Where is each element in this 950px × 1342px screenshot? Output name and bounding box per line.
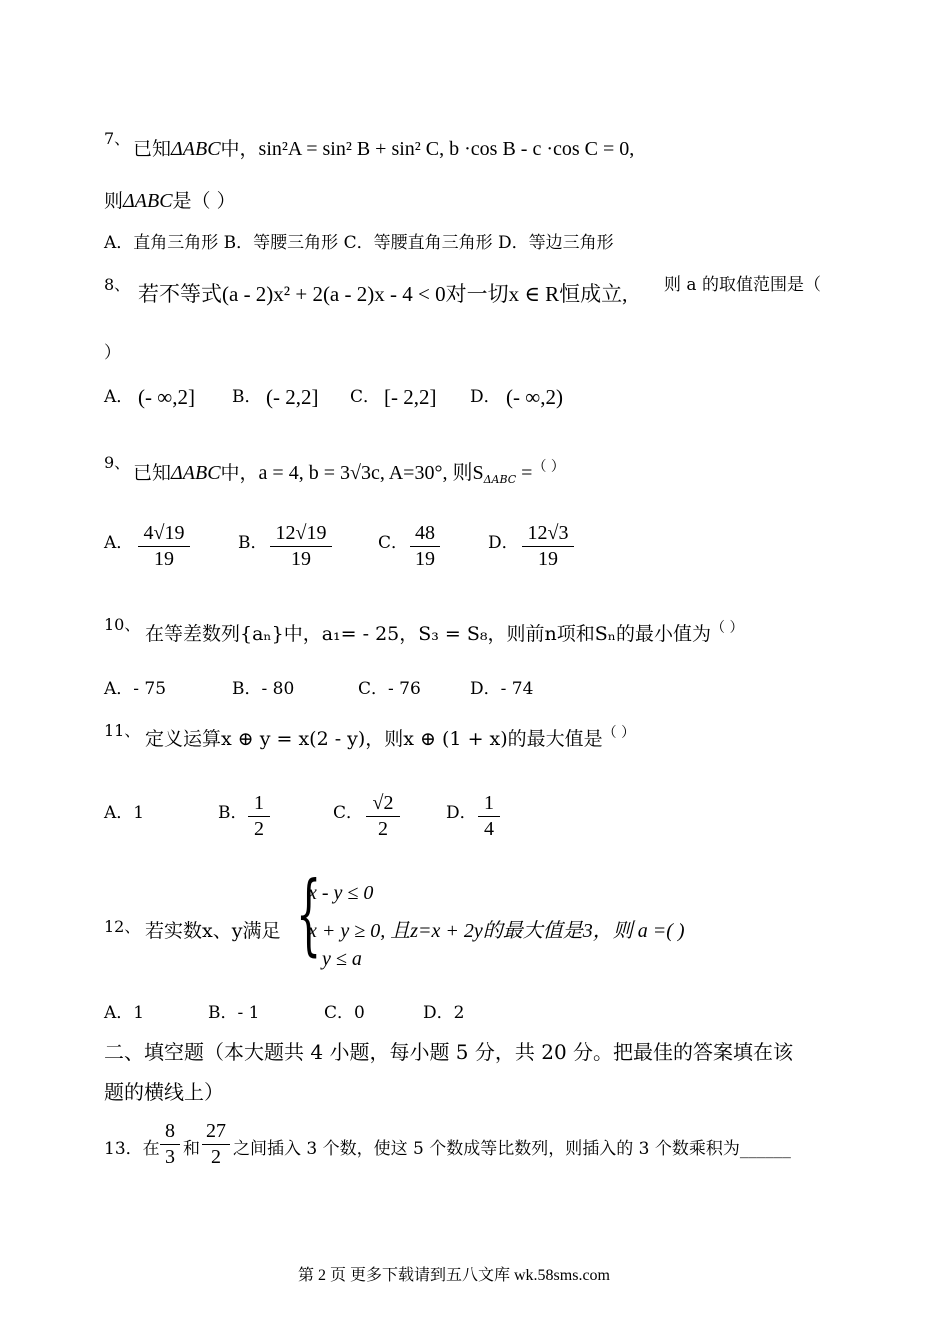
q9-option-b-num: 12√19 <box>275 522 327 544</box>
q9-option-d-num: 12√3 <box>527 522 569 544</box>
q10-stem-text: 在等差数列{aₙ}中，a₁= - 25，S₃ = S₈，则前n项和Sₙ的最小值为 <box>145 623 712 645</box>
q13-fraction-1 <box>160 1120 180 1169</box>
q8-option-d: (- ∞,2) <box>506 385 563 409</box>
q10-option-c: C．- 76 <box>358 679 421 699</box>
fraction-bar <box>522 546 574 547</box>
q8-option-b-label: B． <box>232 387 262 407</box>
q7-stem <box>133 134 634 161</box>
q9-option-c-fraction <box>410 522 440 571</box>
fraction-bar <box>248 816 270 817</box>
q10-option-a: A．- 75 <box>104 679 167 699</box>
fraction-bar <box>410 546 440 547</box>
q7-stem-b: 中， <box>220 138 259 160</box>
q12-option-c: C．0 <box>324 1003 365 1023</box>
q7-options: A．直角三角形 B．等腰三角形 C．等腰直角三角形 D．等边三角形 <box>104 233 614 253</box>
q11-option-c-label: C． <box>333 803 364 823</box>
q11-stem-text: 定义运算x ⊕ y = x(2 - y)，则x ⊕ (1 + x)的最大值是 <box>145 728 603 750</box>
q11-option-b-den: 2 <box>254 818 264 840</box>
q7-stem-a: 已知 <box>133 138 172 160</box>
q11-option-d-label: D． <box>446 803 477 823</box>
q13-fraction-1-den: 3 <box>165 1146 175 1168</box>
q8-option-c: [- 2,2] <box>384 385 437 409</box>
q9-option-b-fraction <box>270 522 332 571</box>
q9-option-c-num: 48 <box>415 522 435 544</box>
section2-heading-line1: 二、填空题（本大题共 4 小题，每小题 5 分，共 20 分。把最佳的答案填在该 <box>104 1040 794 1064</box>
q11-option-d-num: 1 <box>484 792 494 814</box>
q13-number: 13．在 <box>104 1139 160 1159</box>
q11-option-c-num: √2 <box>372 792 394 814</box>
q9-option-a-label: A． <box>104 533 134 553</box>
q11-paren: （ ） <box>602 725 636 741</box>
q7-triangle: ΔABC <box>171 138 221 160</box>
section2-heading-line2: 题的横线上） <box>104 1080 224 1104</box>
q9-option-a-num: 4√19 <box>143 522 185 544</box>
q9-option-a-den: 19 <box>154 548 174 570</box>
q8-option-a-label: A． <box>104 387 134 407</box>
q10-paren: （ ） <box>711 620 744 636</box>
page-footer: 第 2 页 更多下载请到五八文库 wk.58sms.com <box>298 1267 611 1284</box>
q13-fraction-2-den: 2 <box>211 1146 221 1168</box>
q10-stem <box>145 617 743 646</box>
fraction-bar <box>270 546 332 547</box>
q9-stem-a: 已知 <box>133 462 172 484</box>
q11-option-d-den: 4 <box>484 818 494 840</box>
q9-option-b-den: 19 <box>291 548 311 570</box>
q12-number: 12、 <box>104 917 141 936</box>
q9-stem-b: 中， <box>220 462 259 484</box>
fraction-bar <box>478 816 500 817</box>
q12-system-line1: x - y ≤ 0 <box>308 882 374 904</box>
q11-option-c-den: 2 <box>378 818 388 840</box>
q9-option-c-label: C． <box>378 533 409 553</box>
q12-option-a: A．1 <box>104 1003 145 1023</box>
q9-option-d-den: 19 <box>538 548 558 570</box>
q9-triangle: ΔABC <box>171 462 221 484</box>
q9-option-b-label: B． <box>238 533 268 553</box>
q7-line2 <box>104 186 236 213</box>
q9-number: 9、 <box>104 453 131 472</box>
q12-stem: 若实数x、y满足 <box>145 920 281 942</box>
q8-option-c-label: C． <box>350 387 381 407</box>
q11-number: 11、 <box>104 721 141 740</box>
q12-system-line3: y ≤ a <box>322 948 362 970</box>
q7-condition: sin²A = sin² B + sin² C, b ·cos B - c ·cos C = 0, <box>258 138 635 160</box>
q11-option-b-label: B． <box>218 803 248 823</box>
q9-subscript: ΔABC <box>483 473 517 486</box>
q8-close-paren: ） <box>104 343 121 363</box>
q11-option-b-num: 1 <box>254 792 264 814</box>
q10-option-b: B．- 80 <box>232 679 295 699</box>
q9-option-d-fraction <box>522 522 574 571</box>
q12-option-b: B．- 1 <box>208 1003 260 1023</box>
q13-tail: 之间插入 3 个数，使这 5 个数成等比数列，则插入的 3 个数乘积为______ <box>233 1139 791 1159</box>
q8-number: 8、 <box>104 275 131 294</box>
q11-option-d-fraction <box>478 792 500 841</box>
fraction-bar <box>366 816 400 817</box>
left-brace-icon: { <box>296 862 322 965</box>
q7-triangle-2: ΔABC <box>123 190 173 212</box>
q7-line2-b: 是（ ） <box>172 190 236 212</box>
fraction-bar <box>138 546 190 547</box>
q13-fraction-2 <box>202 1120 230 1169</box>
q9-stem <box>133 456 565 486</box>
q10-option-d: D．- 74 <box>470 679 534 699</box>
q9-option-c-den: 19 <box>415 548 435 570</box>
q8-option-b: (- 2,2] <box>266 385 319 409</box>
q11-option-b-fraction <box>248 792 270 841</box>
q8-option-a: (- ∞,2] <box>138 385 195 409</box>
fraction-bar <box>160 1144 180 1145</box>
q9-condition: a = 4, b = 3√3c, A=30°, 则S <box>258 462 484 484</box>
q11-option-a: A．1 <box>104 803 145 823</box>
q7-line2-a: 则 <box>104 190 124 212</box>
q9-option-a-fraction <box>138 522 190 571</box>
q13-fraction-2-num: 27 <box>206 1120 226 1142</box>
q12-system-line2: x + y ≥ 0, 且z=x + 2y的最大值是3，则 a =( ) <box>308 920 685 942</box>
q11-stem <box>145 722 635 751</box>
q13-mid: 和 <box>183 1139 200 1159</box>
q9-option-d-label: D． <box>488 533 519 553</box>
q8-stem: 若不等式(a - 2)x² + 2(a - 2)x - 4 < 0对一切x ∈ R恒成立, <box>138 282 628 306</box>
q9-equals: = <box>516 462 533 484</box>
q10-number: 10、 <box>104 615 141 634</box>
q7-number: 7、 <box>104 129 131 148</box>
q11-option-c-fraction <box>366 792 400 841</box>
fraction-bar <box>202 1144 230 1145</box>
q12-option-d: D．2 <box>423 1003 465 1023</box>
q9-paren: （ ） <box>532 459 565 475</box>
q8-stem-tail: 则 a 的取值范围是（ <box>664 275 821 295</box>
q8-option-d-label: D． <box>470 387 501 407</box>
q13-fraction-1-num: 8 <box>165 1120 175 1142</box>
